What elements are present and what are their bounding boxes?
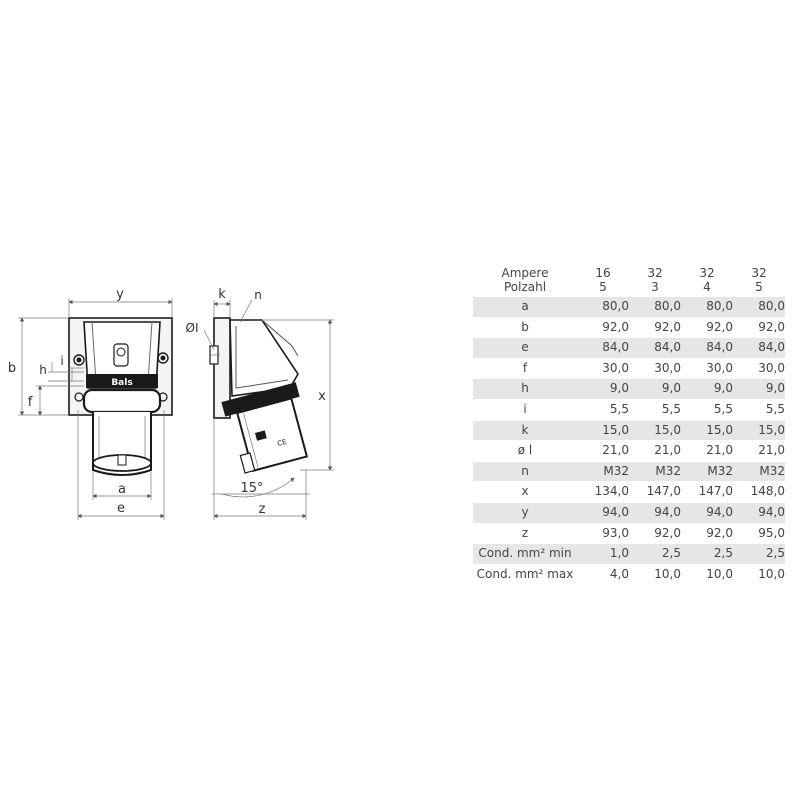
table-row — [473, 544, 785, 565]
row-value: 30,0 — [629, 358, 681, 379]
header-ampere-4: 32 — [751, 266, 767, 280]
row-value: 92,0 — [629, 317, 681, 338]
dim-label-n: n — [254, 288, 262, 302]
row-value: 5,5 — [681, 399, 733, 420]
row-value: 93,0 — [577, 523, 629, 544]
dim-label-e: e — [117, 501, 125, 516]
row-value: 15,0 — [681, 420, 733, 441]
row-value: 94,0 — [629, 502, 681, 523]
row-value: 80,0 — [733, 297, 785, 318]
ce-mark: CE — [276, 437, 288, 448]
row-value: 92,0 — [577, 317, 629, 338]
row-label: z — [473, 523, 577, 544]
row-value: 9,0 — [733, 379, 785, 400]
front-collar — [84, 390, 160, 412]
row-value: 5,5 — [629, 399, 681, 420]
header-row-polzahl — [473, 280, 785, 297]
row-value: 92,0 — [733, 317, 785, 338]
row-label: ø l — [473, 441, 577, 462]
spec-table-body — [473, 297, 785, 585]
row-value: 30,0 — [681, 358, 733, 379]
row-label: Cond. mm² max — [473, 564, 577, 584]
row-value: 21,0 — [629, 441, 681, 462]
dim-label-h: h — [39, 363, 47, 377]
row-value: 147,0 — [681, 482, 733, 503]
header-row-ampere — [473, 266, 785, 280]
side-view — [210, 318, 315, 474]
dim-label-y: y — [116, 287, 124, 302]
row-value: 95,0 — [733, 523, 785, 544]
row-value: 30,0 — [577, 358, 629, 379]
header-polzahl-2: 3 — [651, 280, 659, 294]
row-value: 5,5 — [577, 399, 629, 420]
row-value: 9,0 — [629, 379, 681, 400]
row-value: 94,0 — [577, 502, 629, 523]
dim-label-z: z — [258, 502, 266, 517]
spec-table — [473, 266, 785, 584]
header-polzahl-4: 5 — [755, 280, 763, 294]
row-value: 148,0 — [733, 482, 785, 503]
row-value: 84,0 — [629, 338, 681, 359]
row-value: 10,0 — [629, 564, 681, 584]
row-label: f — [473, 358, 577, 379]
dim-label-a: a — [118, 482, 126, 497]
table-row — [473, 564, 785, 584]
row-value: 94,0 — [681, 502, 733, 523]
row-value: 21,0 — [577, 441, 629, 462]
row-value: 84,0 — [681, 338, 733, 359]
header-ampere-3: 32 — [699, 266, 715, 280]
row-value: 10,0 — [733, 564, 785, 584]
row-value: 9,0 — [681, 379, 733, 400]
row-value: 2,5 — [681, 544, 733, 565]
row-label: a — [473, 297, 577, 318]
dim-label-ol: ØI — [185, 321, 199, 335]
row-value: M32 — [681, 461, 733, 482]
row-value: 92,0 — [629, 523, 681, 544]
row-value: 80,0 — [629, 297, 681, 318]
dim-label-k: k — [218, 287, 226, 302]
table-row — [473, 379, 785, 400]
table-row — [473, 502, 785, 523]
table-row — [473, 461, 785, 482]
table-row — [473, 441, 785, 462]
dim-label-f: f — [27, 395, 33, 410]
header-label-ampere: Ampere — [501, 266, 549, 280]
row-label: x — [473, 482, 577, 503]
front-view — [69, 318, 172, 475]
table-row — [473, 338, 785, 359]
row-value: 15,0 — [577, 420, 629, 441]
table-row — [473, 420, 785, 441]
table-row — [473, 297, 785, 318]
row-value: 15,0 — [733, 420, 785, 441]
row-value: 30,0 — [733, 358, 785, 379]
row-value: 84,0 — [577, 338, 629, 359]
header-label-polzahl: Polzahl — [503, 280, 547, 294]
header-ampere-2: 32 — [647, 266, 663, 280]
row-value: 2,5 — [733, 544, 785, 565]
row-value: M32 — [629, 461, 681, 482]
row-value: 2,5 — [629, 544, 681, 565]
row-value: 15,0 — [629, 420, 681, 441]
row-label: k — [473, 420, 577, 441]
row-value: 1,0 — [577, 544, 629, 565]
header-ampere-1: 16 — [595, 266, 611, 280]
table-row — [473, 523, 785, 544]
row-value: 21,0 — [681, 441, 733, 462]
header-polzahl-1: 5 — [599, 280, 607, 294]
dim-label-b: b — [7, 361, 17, 376]
dim-label-x: x — [318, 389, 326, 404]
row-value: 21,0 — [733, 441, 785, 462]
table-row — [473, 399, 785, 420]
row-value: M32 — [733, 461, 785, 482]
row-value: 147,0 — [629, 482, 681, 503]
row-label: Cond. mm² min — [473, 544, 577, 565]
spec-table-header — [473, 266, 785, 297]
row-value: 134,0 — [577, 482, 629, 503]
row-value: 4,0 — [577, 564, 629, 584]
row-value: 10,0 — [681, 564, 733, 584]
dim-label-i: i — [60, 354, 64, 368]
table-row — [473, 482, 785, 503]
row-value: 80,0 — [681, 297, 733, 318]
row-label: n — [473, 461, 577, 482]
row-label: e — [473, 338, 577, 359]
row-value: 92,0 — [681, 317, 733, 338]
row-value: 80,0 — [577, 297, 629, 318]
row-value: 9,0 — [577, 379, 629, 400]
table-row — [473, 358, 785, 379]
row-value: 94,0 — [733, 502, 785, 523]
row-label: b — [473, 317, 577, 338]
row-value: 84,0 — [733, 338, 785, 359]
row-value: 5,5 — [733, 399, 785, 420]
row-label: h — [473, 379, 577, 400]
row-label: i — [473, 399, 577, 420]
dim-label-angle: 15° — [240, 481, 264, 496]
table-row — [473, 317, 785, 338]
row-value: 92,0 — [681, 523, 733, 544]
header-polzahl-3: 4 — [703, 280, 711, 294]
row-value: M32 — [577, 461, 629, 482]
row-label: y — [473, 502, 577, 523]
brand-mark: Bals — [111, 378, 133, 388]
